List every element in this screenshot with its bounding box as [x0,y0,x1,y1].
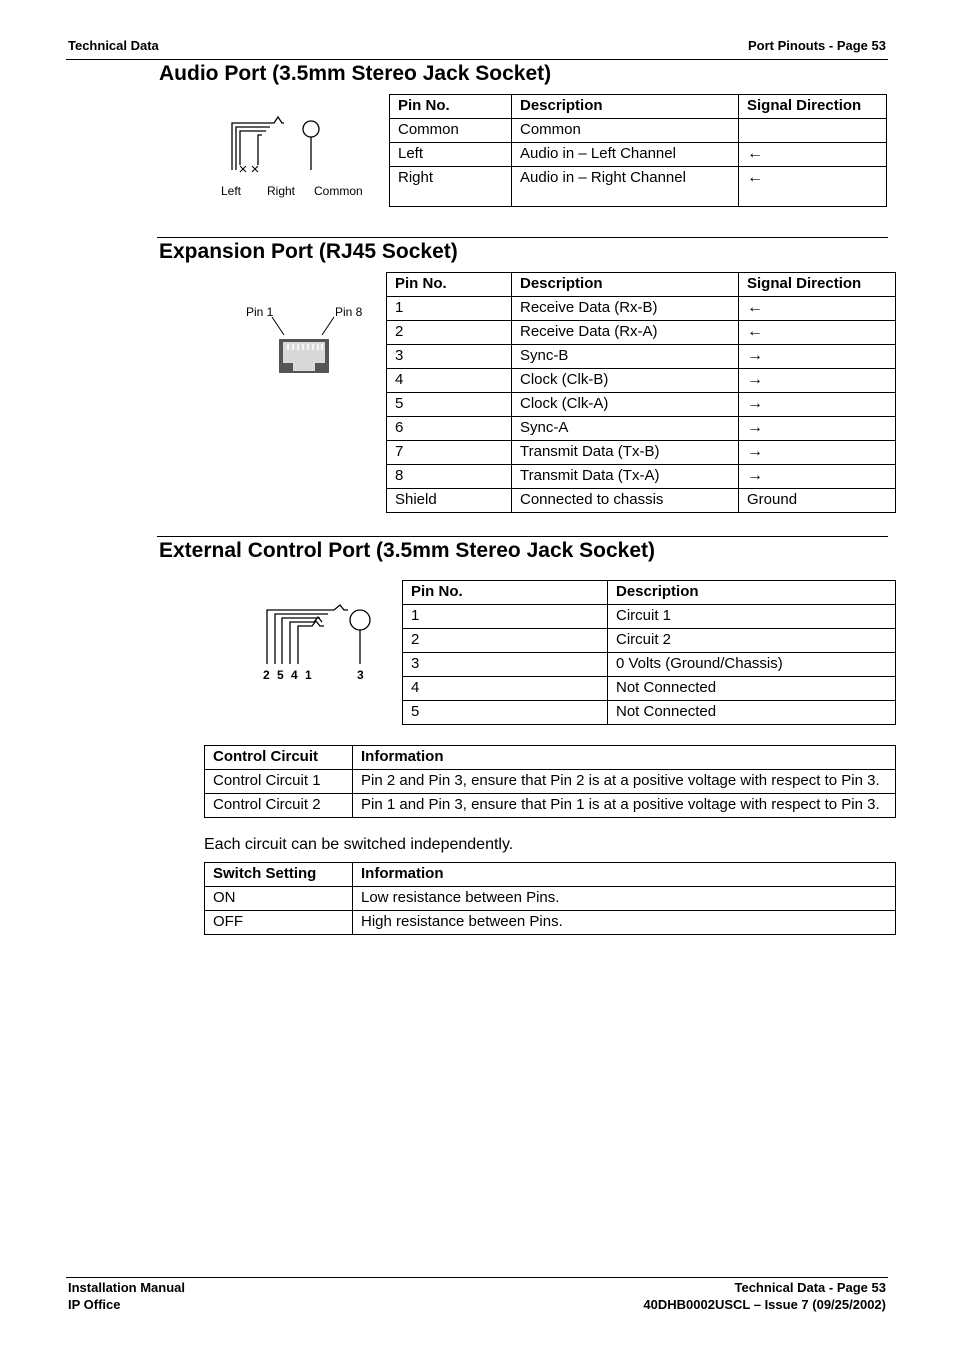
pin-cell: 2 [403,629,608,653]
circuit-cell: Control Circuit 2 [205,794,353,818]
pin-cell: 2 [387,321,512,345]
table-row [387,465,896,489]
table-row [387,321,896,345]
header-rule [66,59,888,60]
information-cell: High resistance between Pins. [353,911,896,935]
audio-jack-diagram [222,115,342,175]
pin-cell: 3 [387,345,512,369]
audio-table [389,94,887,207]
description-cell: Not Connected [608,677,896,701]
direction-cell: → [739,465,896,489]
pin-cell: 5 [387,393,512,417]
description-cell: Audio in – Right Channel [512,167,739,207]
footer-page: Technical Data - Page 53 [734,1280,886,1295]
pin-cell: 7 [387,441,512,465]
table-header-row [390,95,887,119]
column-header: Pin No. [390,95,512,119]
column-header: Information [353,863,896,887]
table-row [205,887,896,911]
rj45-label-pin1: Pin 1 [246,305,274,319]
table-row [387,441,896,465]
table-row [205,794,896,818]
table-row [205,770,896,794]
direction-cell: → [739,441,896,465]
description-cell: 0 Volts (Ground/Chassis) [608,653,896,677]
direction-cell: → [739,393,896,417]
direction-cell: → [739,345,896,369]
column-header: Information [353,746,896,770]
switch-setting-table [204,862,896,935]
table-row [403,677,896,701]
audio-label-common: Common [314,184,363,198]
control-circuit-table [204,745,896,818]
external-table [402,580,896,725]
description-cell: Transmit Data (Tx-B) [512,441,739,465]
pin-cell: 1 [387,297,512,321]
table-row [390,119,887,143]
direction-cell: ← [739,143,887,167]
section-rule [157,536,888,537]
description-cell: Transmit Data (Tx-A) [512,465,739,489]
description-cell: Connected to chassis [512,489,739,513]
column-header: Signal Direction [739,273,896,297]
table-row [387,489,896,513]
independent-switching-note: Each circuit can be switched independently. [204,836,514,853]
direction-cell [739,119,887,143]
column-header: Signal Direction [739,95,887,119]
pin-cell: 4 [387,369,512,393]
audio-title: Audio Port (3.5mm Stereo Jack Socket) [159,62,552,85]
column-header: Pin No. [403,581,608,605]
information-cell: Pin 1 and Pin 3, ensure that Pin 1 is at a positive voltage with respect to Pin 3. [353,794,896,818]
column-header: Description [512,273,739,297]
table-row [390,143,887,167]
column-header: Switch Setting [205,863,353,887]
external-title: External Control Port (3.5mm Stereo Jack Socket) [159,539,655,562]
footer-manual: Installation Manual [68,1280,186,1295]
table-header-row [403,581,896,605]
setting-cell: OFF [205,911,353,935]
column-header: Description [512,95,739,119]
pin-cell: Left [390,143,512,167]
audio-label-right: Right [267,184,296,198]
column-header: Description [608,581,896,605]
table-header-row [205,863,896,887]
table-row [205,911,896,935]
header-right: Port Pinouts - Page 53 [748,38,886,53]
table-row [387,345,896,369]
pin-cell: 4 [403,677,608,701]
description-cell: Not Connected [608,701,896,725]
table-header-row [387,273,896,297]
description-cell: Clock (Clk-B) [512,369,739,393]
footer-rule [66,1277,888,1278]
direction-cell: → [739,417,896,441]
description-cell: Sync-B [512,345,739,369]
rj45-socket-diagram [266,315,346,377]
expansion-title: Expansion Port (RJ45 Socket) [159,240,458,263]
direction-cell: ← [739,167,887,207]
direction-cell: Ground [739,489,896,513]
footer-doc-id: 40DHB0002USCL – Issue 7 (09/25/2002) [643,1297,886,1312]
table-row [387,393,896,417]
audio-label-left: Left [221,184,242,198]
table-row [403,629,896,653]
pin-cell: 3 [403,653,608,677]
external-pin-common: 3 [357,668,364,682]
table-row [403,605,896,629]
direction-cell: → [739,369,896,393]
pin-cell: 1 [403,605,608,629]
description-cell: Receive Data (Rx-A) [512,321,739,345]
external-jack-diagram [262,604,382,669]
table-row [387,369,896,393]
setting-cell: ON [205,887,353,911]
pin-cell: 8 [387,465,512,489]
description-cell: Circuit 2 [608,629,896,653]
table-row [403,701,896,725]
description-cell: Common [512,119,739,143]
table-header-row [205,746,896,770]
direction-cell: ← [739,297,896,321]
expansion-table [386,272,896,513]
table-row [387,417,896,441]
table-row [387,297,896,321]
circuit-cell: Control Circuit 1 [205,770,353,794]
pin-cell: Common [390,119,512,143]
header-left: Technical Data [68,38,159,53]
table-row [403,653,896,677]
direction-cell: ← [739,321,896,345]
pin-cell: 6 [387,417,512,441]
information-cell: Low resistance between Pins. [353,887,896,911]
rj45-label-pin8: Pin 8 [335,305,363,319]
column-header: Pin No. [387,273,512,297]
footer-product: IP Office [68,1297,121,1312]
pin-cell: Shield [387,489,512,513]
pin-cell: Right [390,167,512,207]
table-row [390,167,887,207]
section-rule [157,237,888,238]
description-cell: Audio in – Left Channel [512,143,739,167]
pin-cell: 5 [403,701,608,725]
information-cell: Pin 2 and Pin 3, ensure that Pin 2 is at a positive voltage with respect to Pin 3. [353,770,896,794]
column-header: Control Circuit [205,746,353,770]
description-cell: Clock (Clk-A) [512,393,739,417]
external-pin-numbers: 2 5 4 1 [263,668,314,682]
description-cell: Receive Data (Rx-B) [512,297,739,321]
description-cell: Sync-A [512,417,739,441]
description-cell: Circuit 1 [608,605,896,629]
